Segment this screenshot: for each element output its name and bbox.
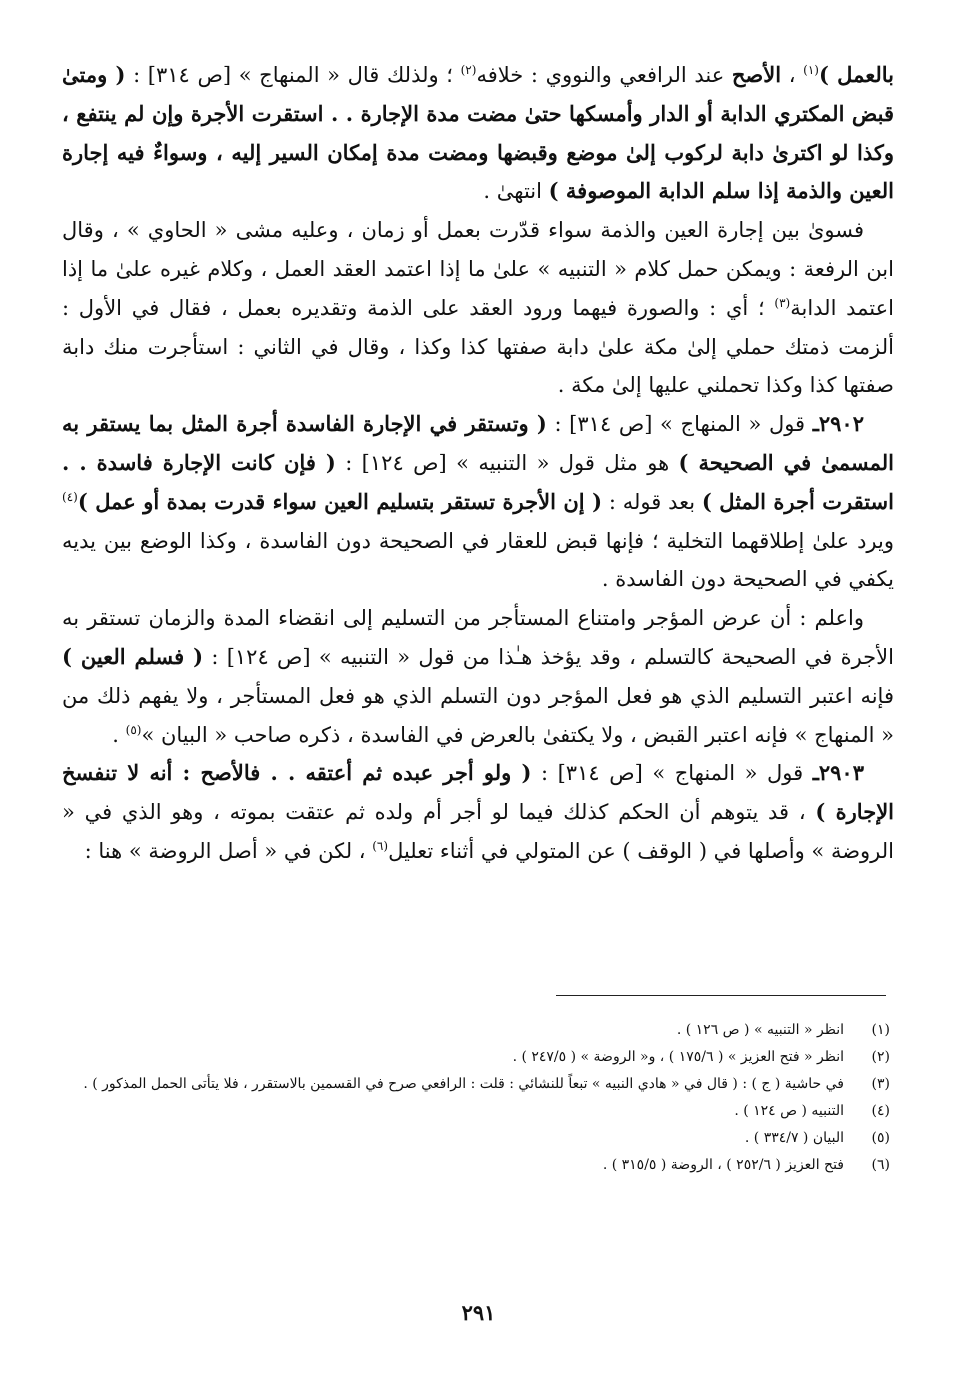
bold-text: ( إن الأجرة تستقر بتسليم العين سواء قدرت بمدة أو عمل ): [77, 488, 603, 514]
footnote: [62, 1045, 890, 1069]
footnote: [62, 1153, 890, 1177]
footnote: [62, 1099, 890, 1123]
body-text-span: بعد قوله :: [602, 489, 702, 514]
footnote-number: (٢): [871, 1049, 890, 1065]
body-text-span: فإنه اعتبر التسليم الذي هو فعل المؤجر دون التسلم الذي هو فعل المستأجر ، ولا يفهم ذلك من « المنهاج » فإنه اعتبر القبض ، ولا يكتفىٰ بالعرض في الفاسدة ، ذكره صاحب « البيان »: [62, 683, 894, 747]
body-text-span: عند الرافعي والنووي : خلافه: [476, 63, 732, 87]
footnote-text: انظر « فتح العزيز » ( ١٧٥/٦ ) ، و« الروضة » ( ٢٤٧/٥ ) .: [512, 1049, 844, 1065]
body-text-span: قول « المنهاج » [ص ٣١٤] :: [546, 412, 813, 437]
footnote-text: انظر « التنبيه » ( ص ١٢٦ ) .: [676, 1022, 844, 1038]
footnote-marker: (٣): [774, 295, 791, 310]
footnote-number: (٤): [871, 1103, 890, 1119]
bold-text: ( ولو أجر عبده ثم أعتقه . . فالأصح : أنه لا تنفسخ الإجارة ): [62, 760, 894, 825]
bold-text: ٢٩٠٣ـ: [812, 760, 864, 786]
footnotes: [62, 1018, 890, 1180]
body-text-span: ، قد يتوهم أن الحكم كذلك فيما لو أجر أم ولده ثم عتقت بموته ، وهو الذي في « الروضة » وأصلها في ( الوقف ) عن المتولي في أثناء تعليل: [62, 800, 894, 863]
paragraph: [62, 405, 894, 599]
paragraph: [62, 754, 894, 870]
footnote-number: (٥): [871, 1130, 890, 1146]
paragraph: [62, 56, 894, 211]
body-text-span: ؛ ولذلك قال « المنهاج » [ص ٣١٤] :: [125, 63, 461, 87]
footnote-number: (٣): [871, 1076, 890, 1092]
bold-text: الأصح: [731, 62, 782, 87]
body-text-span: قول « المنهاج » [ص ٣١٤] :: [531, 761, 813, 786]
paragraph: [62, 599, 894, 754]
body-text-span: ،: [781, 63, 804, 87]
bold-text: ( وتستقر في الإجارة الفاسدة أجرة المثل بما يستقر به المسمىٰ في الصحيحة ): [62, 411, 894, 475]
body-text-span: فسوىٰ بين إجارة العين والذمة سواء قدّرت بعمل أو زمان ، وعليه مشى « الحاوي » ، وقال ابن الرفعة : ويمكن حمل كلام « التنبيه » علىٰ ما إذا اعتمد العقد العمل ، وكلام غيره علىٰ ما إذا اعتمد الدابة: [62, 218, 895, 320]
body-text-span: ؛ أي : والصورة فيهما ورود العقد على الذمة وتقديره بعمل ، فقال في الأول : ألزمت ذمتك حملي إلىٰ مكة علىٰ دابة صفتها كذا وكذا ، وقال في الثاني : استأجرت منك دابة صفتها كذا وكذا تحملني عليها إلىٰ مكة .: [62, 295, 894, 398]
footnote-marker: (٤): [62, 489, 78, 504]
body-text-span: انتهىٰ .: [483, 179, 549, 204]
footnote-marker: (١): [803, 63, 819, 77]
bold-text: بالعمل ): [818, 62, 894, 87]
bold-text: ٢٩٠٢ـ: [812, 411, 864, 437]
body-text-span: ويرد علىٰ إطلاقهما التخلية ؛ فإنها قبض للعقار في الصحيحة دون الفاسدة ، وكذا الوضع بين يديه يكفي في الصحيحة دون الفاسدة .: [62, 528, 894, 592]
footnote: [62, 1072, 890, 1096]
footnote-text: البيان ( ٣٣٤/٧ ) .: [744, 1130, 844, 1146]
footnote: [62, 1126, 890, 1150]
footnote-text: فتح العزيز ( ٢٥٢/٦ ) ، الروضة ( ٣١٥/٥ ) .: [602, 1157, 844, 1173]
footnote-marker: (٦): [372, 838, 389, 853]
body-text-span: هو مثل قول « التنبيه » [ص ١٢٤] :: [335, 450, 679, 475]
footnote-number: (١): [871, 1022, 890, 1038]
bold-text: ( ومتىٰ قبض المكتري الدابة أو الدار وأمسكها حتىٰ مضت مدة الإجارة . . استقرت الأجرة وإن لم ينتفع ، وكذا لو اكترىٰ دابة لركوب إلىٰ موضع وقبضها ومضت مدة إمكان السير إليه ، وسواءٌ فيه إجارة العين والذمة إذا سلم الدابة الموصوفة ): [62, 62, 894, 204]
page-number: ٢٩١: [461, 1300, 496, 1325]
body-text-span: واعلم : أن عرض المؤجر وامتناع المستأجر من التسليم إلى انقضاء المدة والزمان تستقر به الأجرة في الصحيحة كالتسلم ، وقد يؤخذ هـٰذا من قول « التنبيه » [ص ١٢٤] :: [62, 606, 894, 669]
footnote-marker: (٢): [460, 63, 477, 77]
body-text-span: ، لكن في « أصل الروضة » هنا :: [84, 838, 373, 863]
main-text: [62, 56, 894, 871]
footnote-text: في حاشية ( ج ) : ( قال في « هادي النبيه » تبعاً للنشائي : قلت : الرافعي صرح في القسمين بالاستقرر ، فلا يتأتى الحمل المذكور ) .: [83, 1076, 844, 1092]
body-text-span: .: [112, 722, 126, 747]
bold-text: ( فإن كانت الإجارة فاسدة . . استقرت أجرة المثل ): [62, 449, 894, 514]
bold-text: ( فسلم العين ): [62, 643, 204, 669]
paragraph: [62, 211, 894, 405]
footnote-text: التنبيه ( ص ١٢٤ ) .: [734, 1103, 844, 1119]
footnote-divider: [556, 995, 886, 996]
footnote: [62, 1018, 890, 1042]
footnote-number: (٦): [871, 1157, 890, 1173]
footnote-marker: (٥): [125, 722, 142, 737]
